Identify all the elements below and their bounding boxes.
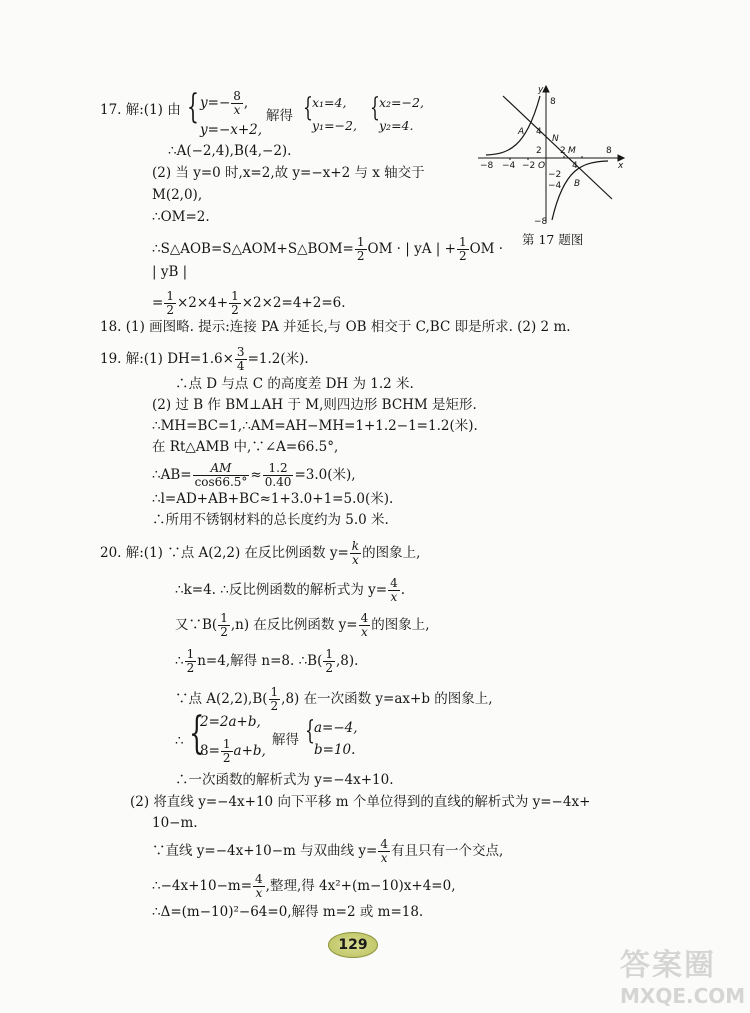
p20-line4: ∴ $\frac{1}{2}$ n=4,解得 n=8. ∴B( $\frac{1}{2}$ ,8).: [175, 647, 359, 675]
p20-line3: 又∵B( $\frac{1}{2}$ ,n) 在反比例函数 y= $\frac{4}{x}$ 的图象上,: [175, 611, 430, 639]
p17-line6: ∴S△AOB=S△AOM+S△BOM= $\frac{1}{2}$ OM · | yA | + $\frac{1}{2}$ OM ·: [152, 235, 504, 263]
p20-line1: 20. 解:(1) ∵点 A(2,2) 在反比例函数 y= $\frac{k}{x}$ 的图象上,: [100, 539, 421, 567]
tick-x-neg4: −4: [502, 161, 516, 171]
p19-line6: ∴AB= $\frac{AM}{\cos 66.5^\circ}$ ≈ $\frac{1.2}{0.40}$ =3.0(米),: [152, 461, 356, 489]
p19-line2: ∴点 D 与点 C 的高度差 DH 为 1.2 米.: [175, 376, 414, 392]
p17-system-eq1: y=− $\frac{8}{x}$ ,: [200, 89, 249, 117]
p20-line2: ∴k=4. ∴反比例函数的解析式为 y= $\frac{4}{x}$ .: [175, 576, 406, 604]
solution-brace: {: [305, 716, 315, 746]
tick-x-2: 2: [560, 146, 566, 156]
p17-sol-y1: y₁=−2,: [312, 118, 357, 133]
tick-y-2: 2: [536, 146, 542, 156]
tick-y-4: 4: [536, 127, 542, 137]
tick-x-4: 4: [572, 161, 578, 171]
p20-sol-b: b=10.: [314, 742, 356, 758]
page-number-badge: 129: [328, 932, 378, 958]
p17-system-eq2: y=−x+2,: [200, 122, 263, 138]
p19-line3: (2) 过 B 作 BM⊥AH 于 M,则四边形 BCHM 是矩形.: [152, 397, 477, 413]
p17-line7: | yB |: [152, 264, 188, 280]
p20-line7: ∴一次函数的解析式为 y=−4x+10.: [175, 772, 394, 788]
p17-sol-y2: y₂=4.: [379, 118, 414, 133]
tick-x-neg2: −2: [522, 161, 536, 171]
p20-therefore: ∴: [175, 733, 184, 749]
tick-x-8: 8: [606, 146, 612, 156]
figure-caption: 第 17 题图: [522, 232, 584, 247]
point-N-label: N: [552, 134, 559, 144]
p20-line10: ∵直线 y=−4x+10−m 与双曲线 y= $\frac{4}{x}$ 有且只有一个交点,: [152, 837, 504, 865]
p20-system-eq1: 2=2a+b,: [200, 714, 261, 730]
p20-line5: ∵点 A(2,2),B( $\frac{1}{2}$ ,8) 在一次函数 y=ax+b 的图象上,: [175, 685, 493, 713]
tick-y-8: 8: [550, 97, 556, 107]
p17-line4: M(2,0),: [152, 187, 203, 203]
origin-label: O: [538, 161, 546, 171]
solution-brace: {: [370, 93, 380, 123]
point-B-label: B: [574, 179, 581, 189]
p17-line5: ∴OM=2.: [152, 209, 210, 225]
tick-y-neg4: −4: [548, 181, 562, 191]
p19-line4: ∴MH=BC=1,∴AM=AH−MH=1+1.2−1=1.2(米).: [152, 418, 478, 434]
tick-x-neg8: −8: [480, 161, 494, 171]
p20-line11: ∴−4x+10−m= $\frac{4}{x}$ ,整理,得 4x²+(m−10)x+4=0,: [152, 872, 456, 900]
p17-line2: ∴A(−2,4),B(4,−2).: [168, 143, 292, 159]
p19-line8: ∴所用不锈钢材料的总长度约为 5.0 米.: [152, 512, 389, 528]
p18-line1: 18. (1) 画图略. 提示:连接 PA 并延长,与 OB 相交于 C,BC 即是所求. (2) 2 m.: [100, 319, 571, 335]
fraction: $\frac{8}{x}$: [233, 89, 241, 117]
p19-line1: 19. 解:(1) DH=1.6× $\frac{3}{4}$ =1.2(米).: [100, 345, 309, 373]
solve-label: 解得: [272, 732, 299, 748]
p17-line3: (2) 当 y=0 时,x=2,故 y=−x+2 与 x 轴交于: [152, 165, 425, 181]
point-M-label: M: [568, 146, 576, 156]
p20-line8: (2) 将直线 y=−4x+10 向下平移 m 个单位得到的直线的解析式为 y=−4x+: [130, 794, 591, 810]
p19-line7: ∴l=AD+AB+BC≈1+3.0+1=5.0(米).: [152, 491, 394, 507]
solve-label: 解得: [266, 108, 293, 124]
p20-line9: 10−m.: [152, 815, 198, 831]
p17-lead: 17. 解:(1) 由: [100, 102, 181, 118]
p17-graph: [478, 82, 628, 227]
p20-sol-a: a=−4,: [314, 720, 358, 736]
eq-text: y=−: [200, 95, 231, 111]
watermark: 答案圈 MXQE.COM: [620, 948, 746, 1008]
tick-y-neg2: −2: [548, 170, 562, 180]
solution-brace: {: [303, 93, 313, 123]
p17-sol-x2: x₂=−2,: [379, 95, 424, 110]
p17-sol-x1: x₁=4,: [312, 95, 347, 110]
p17-line8: = $\frac{1}{2}$ ×2×4+ $\frac{1}{2}$ ×2×2=4+2=6.: [152, 289, 346, 317]
y-axis-label: y: [538, 85, 544, 95]
p20-line12: ∴Δ=(m−10)²−64=0,解得 m=2 或 m=18.: [152, 904, 424, 920]
p19-line5: 在 Rt△AMB 中,∵∠A=66.5°,: [152, 439, 339, 455]
p20-system-eq2: 8= $\frac{1}{2}$ a+b,: [200, 737, 266, 765]
x-axis-label: x: [618, 161, 624, 171]
y-arrow: [543, 86, 549, 92]
system-brace: {: [187, 87, 199, 127]
point-A-label: A: [518, 127, 525, 137]
tick-y-neg8: −8: [534, 217, 548, 227]
system-brace: {: [189, 708, 205, 759]
